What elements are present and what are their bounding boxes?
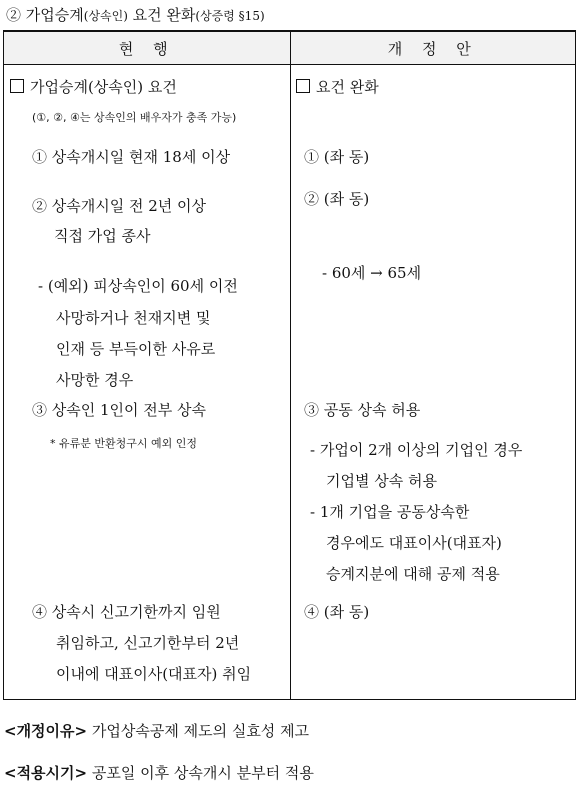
header-current: 현 행 (4, 32, 290, 64)
left-section-heading (10, 72, 177, 103)
left-note: (①, ②, ④는 상속인의 배우자가 충족 가능) (32, 111, 237, 124)
title-rest: 요건 완화 (127, 6, 196, 24)
right-item-2: ② (좌 동) (304, 190, 370, 208)
right-sub-2-line-1: - 1개 기업을 공동상속한 (310, 503, 470, 521)
column-divider (290, 32, 291, 699)
left-item-4-line-3: 이내에 대표이사(대표자) 취임 (56, 665, 252, 683)
left-item-2-line-1: ② 상속개시일 전 2년 이상 (32, 197, 207, 215)
checkbox-square-icon (296, 79, 310, 93)
title-paren: (상속인) (83, 9, 128, 23)
header-revised: 개 정 안 (291, 32, 575, 64)
left-item-2-line-2: 직접 가업 종사 (54, 227, 151, 245)
right-section-label: 요건 완화 (316, 78, 379, 96)
comparison-table (3, 30, 576, 700)
right-sub-1-line-2: 기업별 상속 허용 (326, 472, 437, 490)
title-ref: (상증령 §15) (195, 9, 265, 23)
left-exception-line-4: 사망한 경우 (56, 371, 134, 389)
left-item-4-line-1: ④ 상속시 신고기한까지 임원 (32, 603, 221, 621)
timing-text: 공포일 이후 상속개시 분부터 적용 (87, 764, 314, 782)
document-title (6, 4, 265, 25)
right-item-3: ③ 공동 상속 허용 (304, 401, 421, 419)
reason-label: <개정이유> (4, 722, 88, 740)
left-section-label: 가업승계(상속인) 요건 (30, 78, 177, 96)
right-exception: - 60세 → 65세 (322, 264, 422, 282)
timing-label: <적용시기> (4, 764, 88, 782)
revision-reason (4, 720, 309, 741)
application-timing (4, 762, 314, 783)
left-item-3: ③ 상속인 1인이 전부 상속 (32, 401, 207, 419)
right-item-1: ① (좌 동) (304, 148, 370, 166)
left-item-3-note: * 유류분 반환청구시 예외 인정 (50, 437, 197, 450)
right-item-4: ④ (좌 동) (304, 603, 370, 621)
left-exception-line-1: - (예외) 피상속인이 60세 이전 (38, 277, 238, 295)
right-sub-1-line-1: - 가업이 2개 이상의 기업인 경우 (310, 441, 523, 459)
reason-text: 가업상속공제 제도의 실효성 제고 (87, 722, 310, 740)
checkbox-square-icon (10, 79, 24, 93)
title-main: 가업승계 (25, 6, 84, 24)
right-sub-2-line-2: 경우에도 대표이사(대표자) (326, 534, 502, 552)
left-exception-line-2: 사망하거나 천재지변 및 (56, 309, 211, 327)
right-section-heading (296, 72, 379, 103)
left-exception-line-3: 인재 등 부득이한 사유로 (56, 340, 216, 358)
left-item-1: ① 상속개시일 현재 18세 이상 (32, 148, 231, 166)
title-marker: ② (6, 6, 22, 24)
left-item-4-line-2: 취임하고, 신고기한부터 2년 (56, 634, 240, 652)
right-sub-2-line-3: 승계지분에 대해 공제 적용 (326, 565, 500, 583)
